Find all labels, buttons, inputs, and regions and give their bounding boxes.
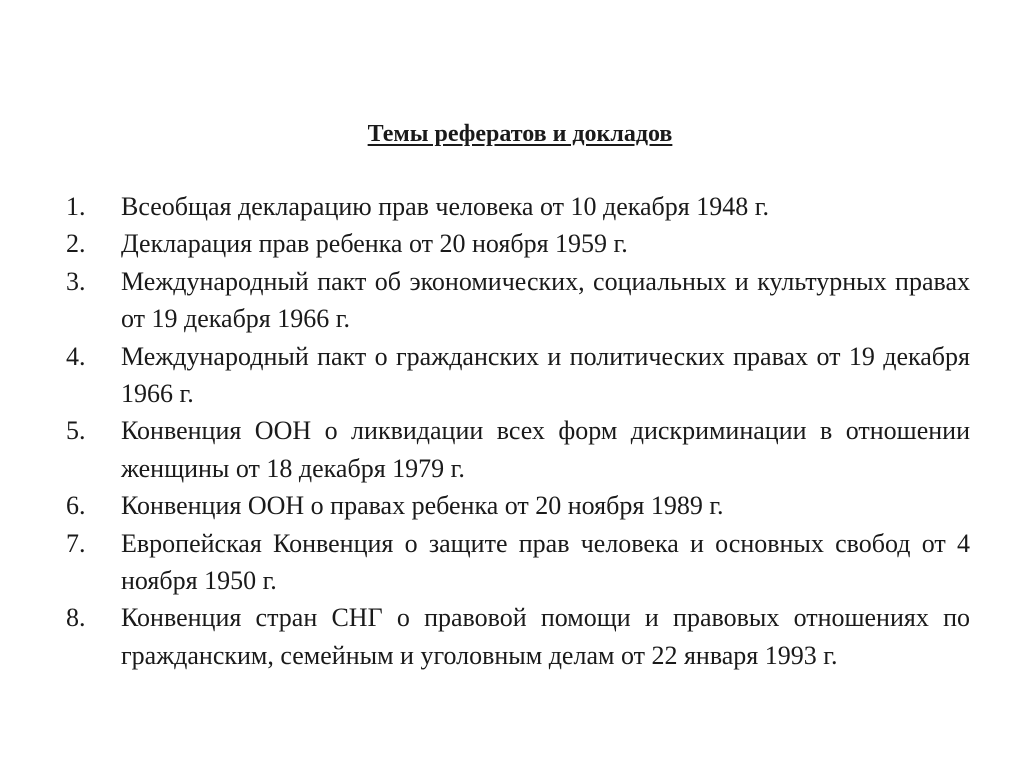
list-item-number: 8. [66,603,86,633]
list-item [66,412,970,487]
list-item-text: Конвенция стран СНГ о правовой помощи и правовых отношениях по гражданским, семейным и уголовным делам от 22 января 1993 г. [121,603,970,670]
list-item-number: 1. [66,192,86,221]
list-item-number: 2. [66,229,86,259]
list-item [66,525,970,600]
list-item-text: Конвенция ООН о правах ребенка от 20 ноября 1989 г. [121,491,724,521]
list-item [66,487,970,524]
topics-list [66,188,970,674]
list-item [66,188,970,225]
list-item-text: Международный пакт об экономических, социальных и культурных правах от 19 декабря 1966 г. [121,266,970,334]
list-item-number: 6. [66,491,86,521]
list-item-text: Декларация прав ребенка от 20 ноября 1959 г. [121,229,628,259]
list-item [66,263,970,338]
list-item [66,225,970,262]
list-item-number: 7. [66,528,86,558]
list-item-number: 5. [66,416,86,446]
page-title: Темы рефератов и докладов [367,121,673,147]
list-item-text: Европейская Конвенция о защите прав человека и основных свобод от 4 ноября 1950 г. [121,528,970,596]
list-item [66,599,970,674]
list-item-text: Конвенция ООН о ликвидации всех форм дискриминации в отношении женщины от 18 декабря 1979 г. [121,416,970,483]
list-item-text: Всеобщая декларацию прав человека от 10 декабря 1948 г. [121,192,769,221]
list-item-number: 4. [66,341,86,371]
list-item-text: Международный пакт о гражданских и политических правах от 19 декабря 1966 г. [121,341,970,409]
list-item [66,338,970,413]
list-item-number: 3. [66,266,86,296]
